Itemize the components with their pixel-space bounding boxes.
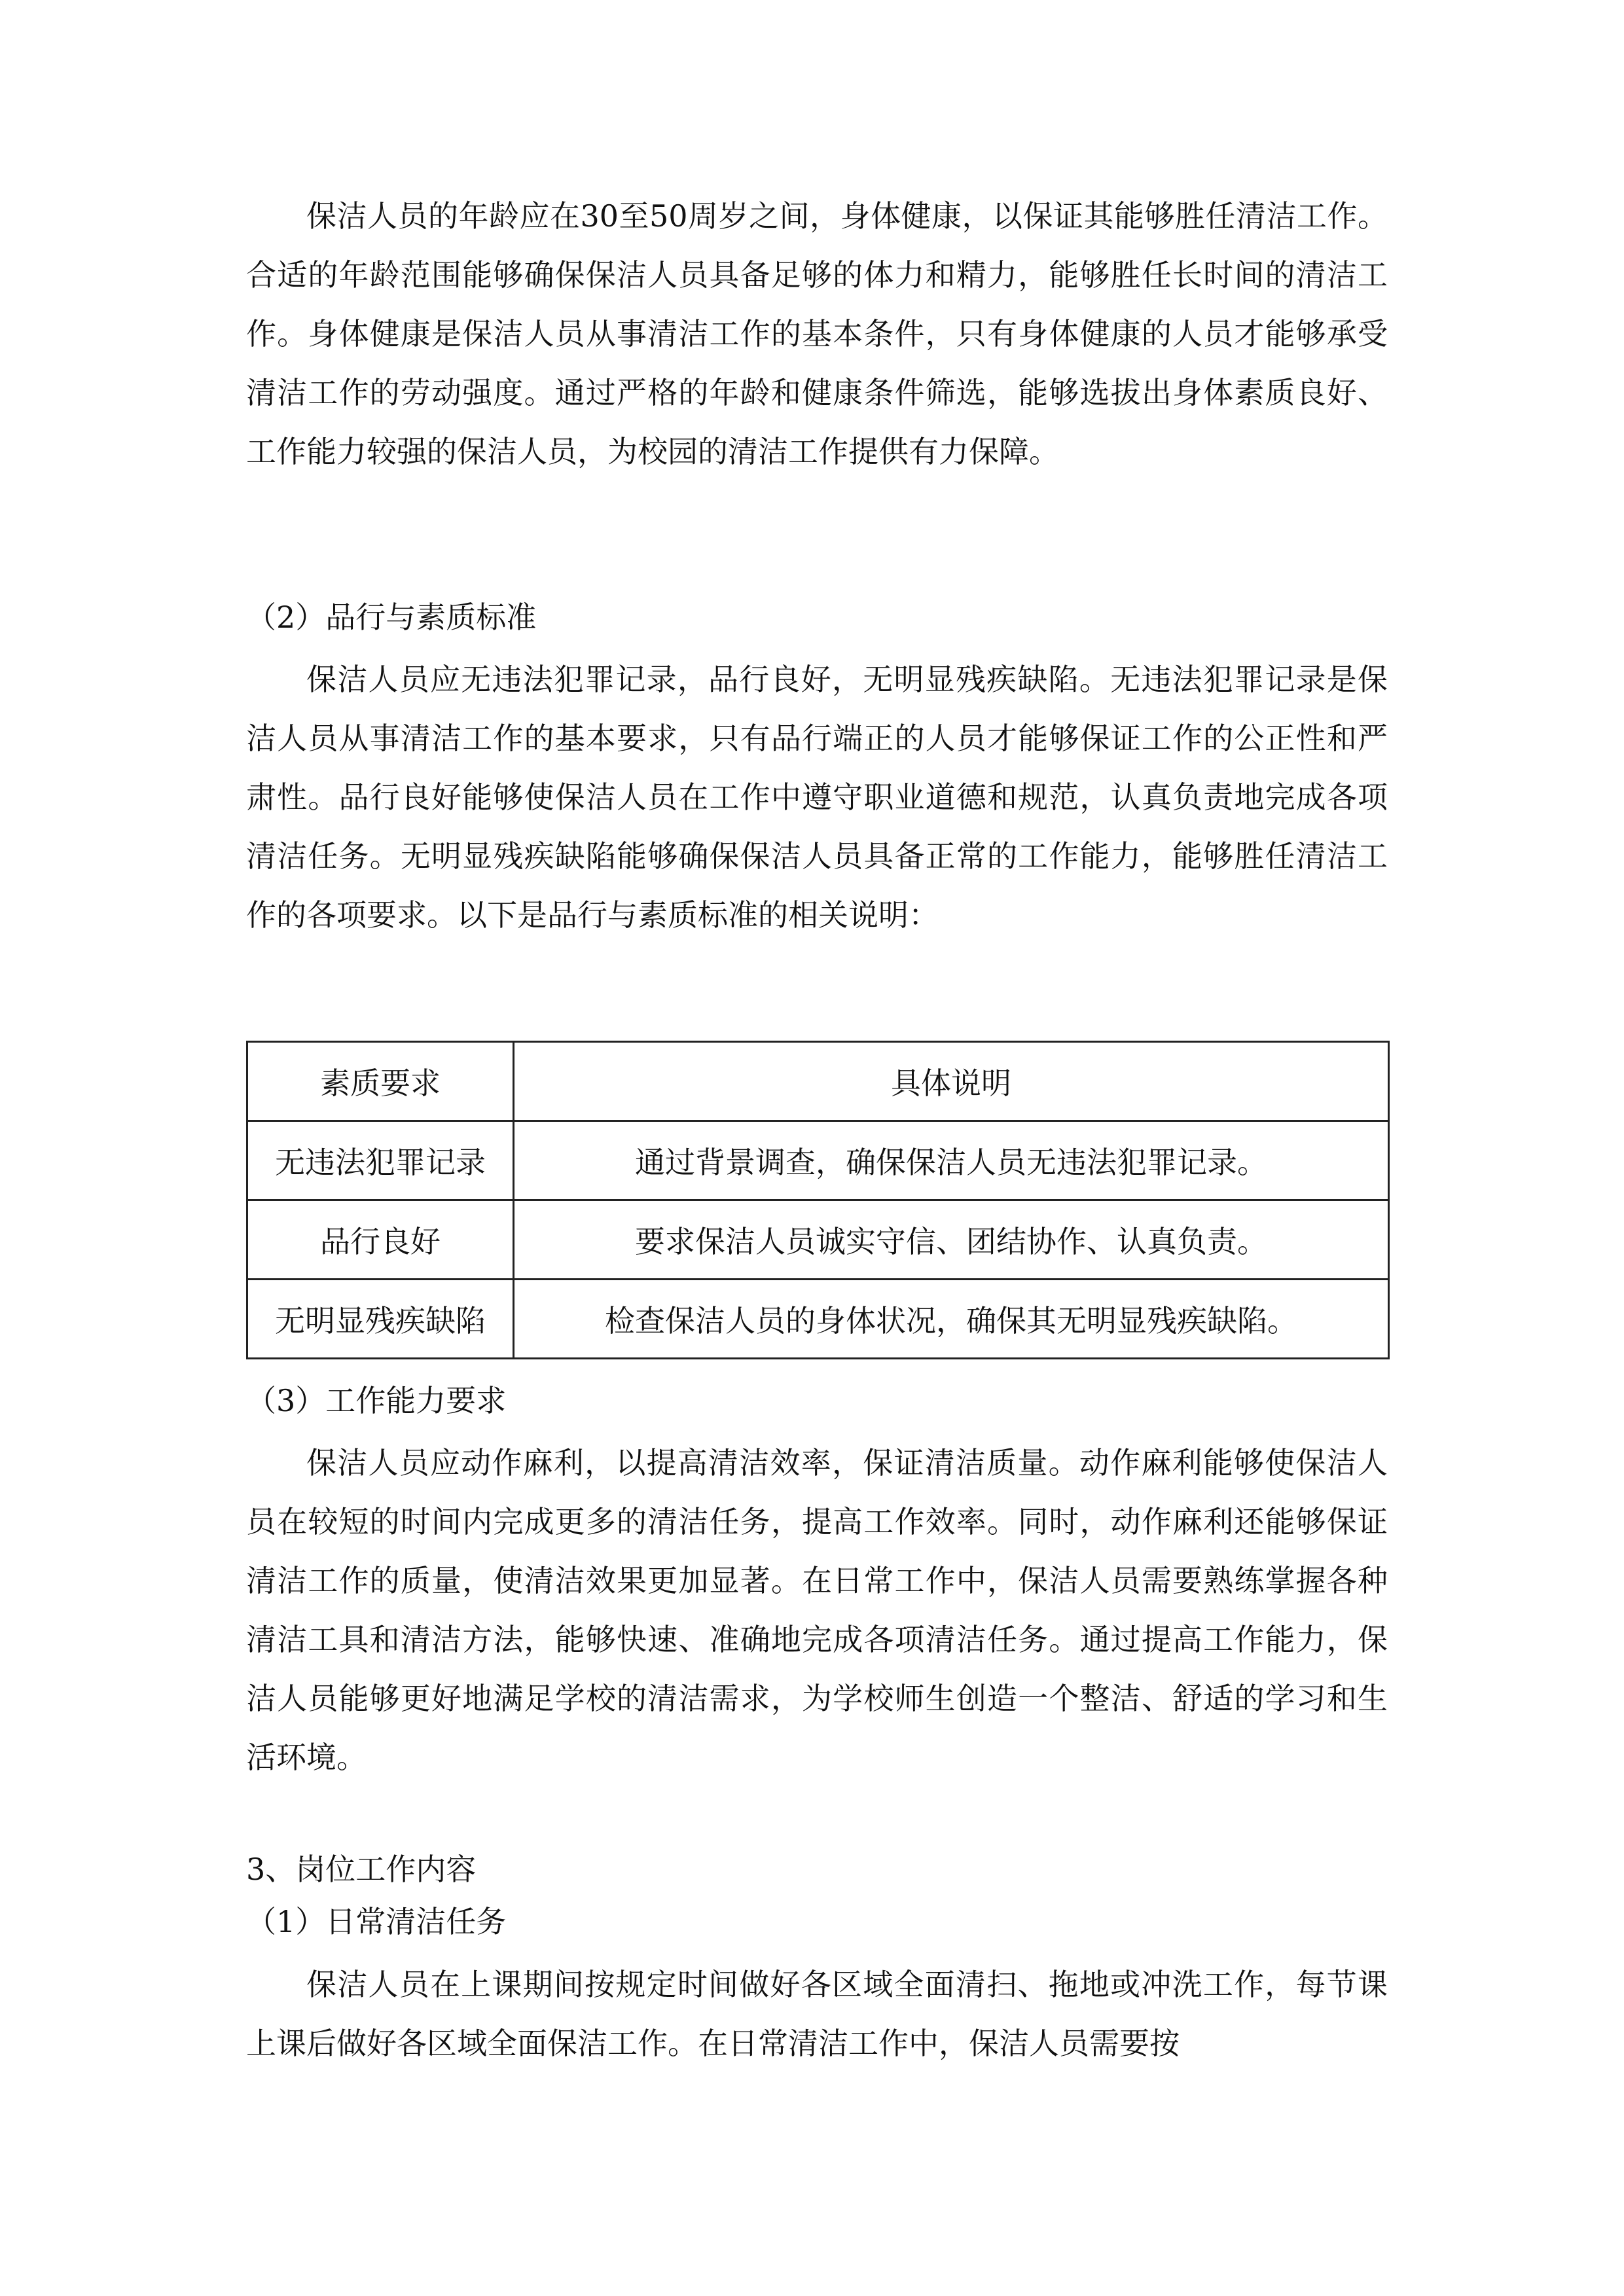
paragraph-age-health: 保洁人员的年龄应在30至50周岁之间，身体健康，以保证其能够胜任清洁工作。合适的年龄范围能够确保保洁人员具备足够的体力和精力，能够胜任长时间的清洁工作。身体健康是保洁人员从事清洁工作的基本条件，只有身体健康的人员才能够承受清洁工作的劳动强度。通过严格的年龄和健康条件筛选，能够选拔出身体素质良好、工作能力较强的保洁人员，为校园的清洁工作提供有力保障。: [246, 198, 1388, 469]
table-header-description: 具体说明: [514, 1042, 1389, 1121]
table-cell-requirement: 无违法犯罪记录: [247, 1121, 514, 1200]
table-cell-description: 检查保洁人员的身体状况，确保其无明显残疾缺陷。: [514, 1280, 1389, 1359]
paragraph-conduct: 保洁人员应无违法犯罪记录，品行良好，无明显残疾缺陷。无违法犯罪记录是保洁人员从事清洁工作的基本要求，只有品行端正的人员才能够保证工作的公正性和严肃性。品行良好能够使保洁人员在工作中遵守职业道德和规范，认真负责地完成各项清洁任务。无明显残疾缺陷能够确保保洁人员具备正常的工作能力，能够胜任清洁工作的各项要求。以下是品行与素质标准的相关说明：: [246, 662, 1388, 933]
table-cell-requirement: 无明显残疾缺陷: [247, 1280, 514, 1359]
table-header-requirement: 素质要求: [247, 1042, 514, 1121]
quality-standards-table: [246, 1041, 1390, 1359]
heading-section-3: 3、岗位工作内容: [246, 1852, 477, 1887]
table-cell-description: 要求保洁人员诚实守信、团结协作、认真负责。: [514, 1200, 1389, 1280]
paragraph-daily: 保洁人员在上课期间按规定时间做好各区域全面清扫、拖地或冲洗工作，每节课上课后做好各区域全面保洁工作。在日常清洁工作中，保洁人员需要按: [246, 1967, 1388, 2061]
heading-ability: （3）工作能力要求: [246, 1383, 507, 1418]
table-row: [247, 1200, 1389, 1280]
table-row: [247, 1121, 1389, 1200]
table-row: [247, 1280, 1389, 1359]
heading-conduct: （2）品行与素质标准: [246, 600, 537, 635]
table-cell-description: 通过背景调查，确保保洁人员无违法犯罪记录。: [514, 1121, 1389, 1200]
paragraph-ability: 保洁人员应动作麻利，以提高清洁效率，保证清洁质量。动作麻利能够使保洁人员在较短的时间内完成更多的清洁任务，提高工作效率。同时，动作麻利还能够保证清洁工作的质量，使清洁效果更加显著。在日常工作中，保洁人员需要熟练掌握各种清洁工具和清洁方法，能够快速、准确地完成各项清洁任务。通过提高工作能力，保洁人员能够更好地满足学校的清洁需求，为学校师生创造一个整洁、舒适的学习和生活环境。: [246, 1445, 1388, 1775]
heading-daily: （1）日常清洁任务: [246, 1904, 507, 1939]
table-cell-requirement: 品行良好: [247, 1200, 514, 1280]
table-header-row: [247, 1042, 1389, 1121]
